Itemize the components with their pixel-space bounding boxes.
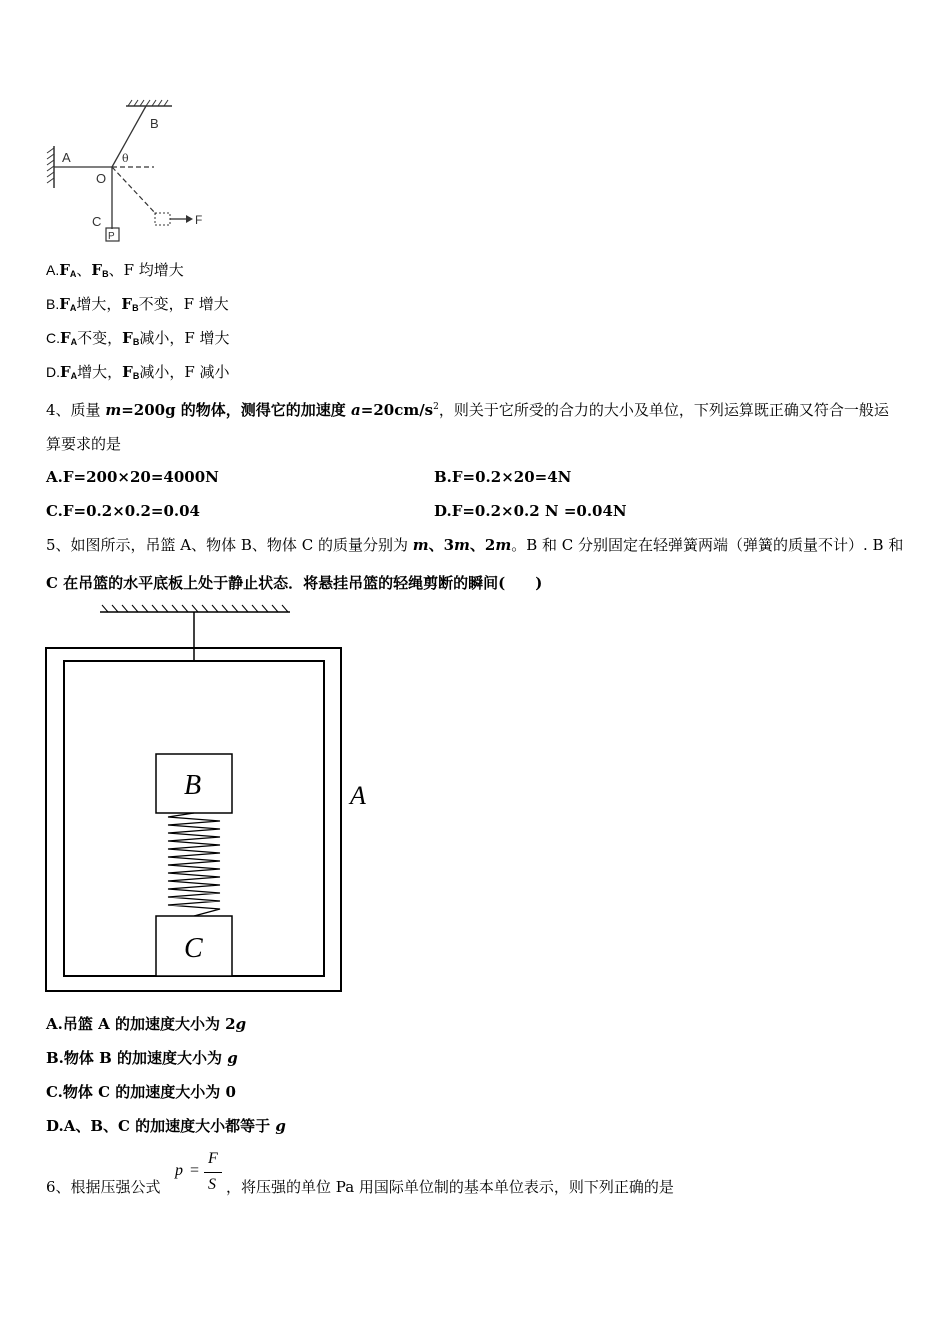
force-diagram xyxy=(40,96,220,246)
label-theta: θ xyxy=(122,152,129,165)
label-o: O xyxy=(96,171,107,186)
label-b: B xyxy=(150,116,159,131)
block-c-label: C xyxy=(184,933,203,964)
q5-option-b: B.物体 B 的加速度大小为 g xyxy=(46,1049,238,1067)
q3-option-d: $D.F_A$增大，$F_B$减小，F 减小 xyxy=(46,363,230,381)
pressure-formula: p = F S xyxy=(172,1150,224,1198)
q6-suffix: ，将压强的单位 Pa 用国际单位制的基本单位表示，则下列正确的是 xyxy=(226,1178,674,1196)
q4-option-a: A.F=200×20=4000N xyxy=(46,468,219,486)
q5-stem-line2: C 在吊篮的水平底板上处于静止状态．将悬挂吊篮的轻绳剪断的瞬间( ) xyxy=(46,574,543,592)
q3-option-a: $A.F_A$、$F_B$、F 均增大 xyxy=(46,261,184,279)
basket-diagram xyxy=(40,600,380,1000)
label-c: C xyxy=(92,214,102,229)
q5-option-a: A.吊篮 A 的加速度大小为 2g xyxy=(46,1015,247,1033)
label-a: A xyxy=(62,150,71,165)
q5-stem-line1: 5、如图所示，吊篮 A、物体 B、物体 C 的质量分别为 m、3m、2m。B 和 C 分别固定在轻弹簧两端（弹簧的质量不计）. B 和 xyxy=(46,536,904,554)
q4-stem-line1: 4、质量 m=200g 的物体，测得它的加速度 $a=20cm/s^2$，则关于它所受的合力的大小及单位，下列运算既正确又符合一般运 xyxy=(46,401,889,419)
label-p: P xyxy=(108,231,115,242)
q4-option-d: D.F=0.2×0.2 N =0.04N xyxy=(434,502,627,520)
q4-option-c: C.F=0.2×0.2=0.04 xyxy=(46,502,200,520)
label-f: F xyxy=(195,213,203,227)
q5-option-c: C.物体 C 的加速度大小为 0 xyxy=(46,1083,236,1101)
q4-stem-line2: 算要求的是 xyxy=(46,435,122,453)
q6-prefix: 6、根据压强公式 xyxy=(46,1178,161,1196)
q5-option-d: D.A、B、C 的加速度大小都等于 g xyxy=(46,1117,286,1135)
q3-option-c: $C.F_A$不变，$F_B$减小，F 增大 xyxy=(46,329,230,347)
q4-option-b: B.F=0.2×20=4N xyxy=(434,468,572,486)
block-b-label: B xyxy=(184,770,202,801)
basket-a-label: A xyxy=(350,781,366,810)
q3-option-b: $B.F_A$增大，$F_B$不变，F 增大 xyxy=(46,295,229,313)
